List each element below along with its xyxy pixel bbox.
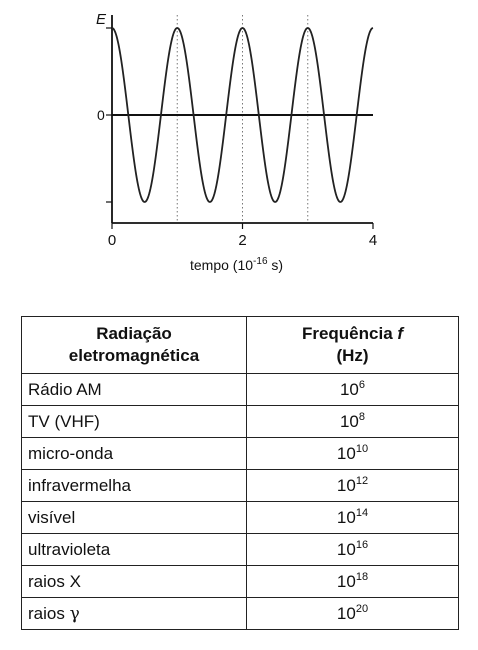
table-row bbox=[22, 470, 459, 502]
table-row bbox=[22, 598, 459, 630]
table-row bbox=[22, 566, 459, 598]
radiation-name: infravermelha bbox=[22, 470, 247, 502]
frequency-value: $10^{20}$ bbox=[247, 598, 459, 630]
radiation-name: raios γ bbox=[22, 598, 247, 630]
table-row bbox=[22, 406, 459, 438]
table-row bbox=[22, 374, 459, 406]
x-axis-label: tempo ($10^{-16}$ s) bbox=[190, 256, 284, 273]
table-row bbox=[22, 534, 459, 566]
x-axis-label-exponent: -16 bbox=[253, 256, 268, 267]
frequency-value: $10^{12}$ bbox=[247, 470, 459, 502]
x-tick-label: 0 bbox=[107, 232, 117, 249]
frequency-value: $10^6$ bbox=[247, 374, 459, 406]
radiation-frequency-table bbox=[21, 316, 459, 630]
radiation-name: visível bbox=[22, 502, 247, 534]
dotted-gridlines bbox=[177, 15, 308, 223]
y-axis-label: E bbox=[96, 11, 107, 28]
radiation-name: Rádio AM bbox=[22, 374, 247, 406]
radiation-name: micro-onda bbox=[22, 438, 247, 470]
radiation-name: TV (VHF) bbox=[22, 406, 247, 438]
frequency-value: $10^{14}$ bbox=[247, 502, 459, 534]
y-zero-label: 0 bbox=[97, 107, 105, 123]
frequency-value: $10^8$ bbox=[247, 406, 459, 438]
radiation-name: raios X bbox=[22, 566, 247, 598]
gamma-symbol: γ bbox=[69, 603, 80, 624]
x-ticks bbox=[108, 223, 377, 249]
radiation-name: ultravioleta bbox=[22, 534, 247, 566]
header-radiation: Radiação eletromagnética bbox=[22, 317, 247, 374]
frequency-value: $10^{16}$ bbox=[247, 534, 459, 566]
x-tick-label: 2 bbox=[238, 232, 247, 249]
table-row bbox=[22, 502, 459, 534]
x-tick-label: 4 bbox=[368, 232, 378, 249]
table-row bbox=[22, 438, 459, 470]
table-header-row bbox=[22, 317, 459, 374]
frequency-value: $10^{10}$ bbox=[247, 438, 459, 470]
wave-chart bbox=[0, 0, 478, 290]
header-frequency: Frequência f (Hz) bbox=[247, 317, 459, 374]
frequency-value: $10^{18}$ bbox=[247, 566, 459, 598]
